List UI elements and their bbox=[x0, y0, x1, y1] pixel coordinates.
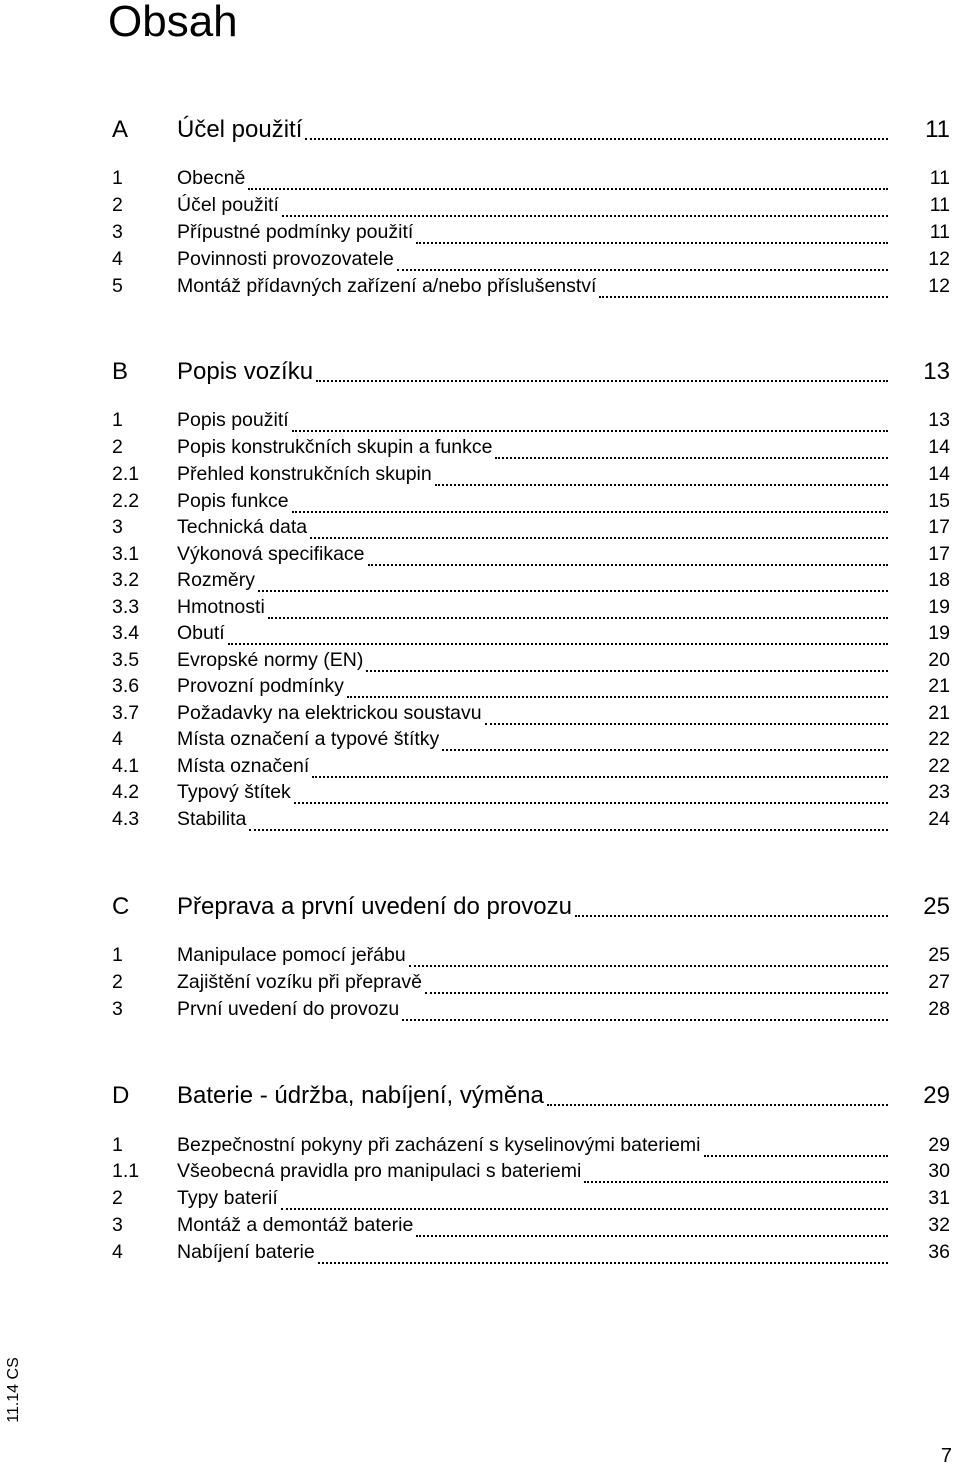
toc-entry-page-number: 28 bbox=[928, 998, 950, 1020]
toc-entry-number: 2.1 bbox=[112, 463, 140, 485]
toc-entry[interactable] bbox=[112, 622, 950, 652]
toc-entry[interactable] bbox=[112, 1187, 950, 1217]
toc-entry-number: D bbox=[112, 1082, 130, 1109]
toc-entry-number: 4.3 bbox=[112, 808, 140, 830]
toc-entry-page-number: 29 bbox=[928, 1134, 950, 1156]
toc-entry-title: Místa označení a typové štítky bbox=[177, 728, 440, 750]
toc-entry-title: Požadavky na elektrickou soustavu bbox=[177, 702, 482, 724]
toc-entry-page-number: 22 bbox=[928, 728, 950, 750]
toc-entry-page-number: 13 bbox=[928, 409, 950, 431]
toc-entry[interactable] bbox=[112, 248, 950, 278]
toc-entry[interactable] bbox=[112, 569, 950, 599]
toc-entry-page-number: 36 bbox=[928, 1241, 950, 1263]
toc-entry-page-number: 12 bbox=[928, 275, 950, 297]
toc-entry-page-number: 17 bbox=[928, 543, 950, 565]
toc-entry-title: Místa označení bbox=[177, 755, 310, 777]
toc-entry-page-number: 22 bbox=[928, 755, 950, 777]
toc-chapter-heading[interactable] bbox=[112, 1082, 950, 1112]
toc-entry-number: A bbox=[112, 116, 129, 143]
dot-leader bbox=[310, 516, 888, 546]
toc-entry-title: Přípustné podmínky použití bbox=[177, 221, 414, 243]
toc-entry-page-number: 11 bbox=[929, 221, 950, 243]
toc-entry-page-number: 30 bbox=[928, 1160, 950, 1182]
toc-entry-number: 1 bbox=[112, 167, 123, 189]
toc-entry-title: Přeprava a první uvedení do provozu bbox=[177, 893, 572, 920]
toc-entry[interactable] bbox=[112, 275, 950, 305]
toc-entry-title: První uvedení do provozu bbox=[177, 998, 400, 1020]
dot-leader bbox=[416, 221, 888, 251]
toc-entry-page-number: 19 bbox=[928, 596, 950, 618]
toc-entry[interactable] bbox=[112, 221, 950, 251]
toc-entry-page-number: 25 bbox=[923, 893, 950, 920]
toc-entry-title: Technická data bbox=[177, 516, 308, 538]
dot-leader bbox=[316, 358, 888, 388]
toc-chapter-heading[interactable] bbox=[112, 893, 950, 923]
toc-entry-number: 3.1 bbox=[112, 543, 140, 565]
dot-leader bbox=[318, 1241, 888, 1271]
toc-entry-title: Typy baterií bbox=[177, 1187, 278, 1209]
toc-entry-number: 4 bbox=[112, 1241, 123, 1263]
dot-leader bbox=[416, 1214, 888, 1244]
toc-entry-title: Provozní podmínky bbox=[177, 675, 344, 697]
toc-entry-number: 1.1 bbox=[112, 1160, 140, 1182]
toc-entry-title: Hmotnosti bbox=[177, 596, 265, 618]
toc-entry-page-number: 29 bbox=[923, 1082, 950, 1109]
toc-entry-page-number: 18 bbox=[928, 569, 950, 591]
toc-entry[interactable] bbox=[112, 436, 950, 466]
toc-entry-number: 2 bbox=[112, 194, 123, 216]
toc-entry-title: Evropské normy (EN) bbox=[177, 649, 364, 671]
toc-entry-number: 3.4 bbox=[112, 622, 140, 644]
toc-entry-title: Povinnosti provozovatele bbox=[177, 248, 394, 270]
dot-leader bbox=[347, 675, 888, 705]
toc-entry[interactable] bbox=[112, 167, 950, 197]
toc-entry[interactable] bbox=[112, 781, 950, 811]
toc-entry[interactable] bbox=[112, 808, 950, 838]
page-number: 7 bbox=[940, 1445, 952, 1467]
dot-leader bbox=[425, 971, 888, 1001]
document-version-code: 11.14 CS bbox=[5, 1357, 22, 1423]
toc-entry-page-number: 23 bbox=[928, 781, 950, 803]
toc-entry-page-number: 21 bbox=[928, 702, 950, 724]
toc-entry-number: 3 bbox=[112, 998, 123, 1020]
toc-entry[interactable] bbox=[112, 1160, 950, 1190]
toc-entry[interactable] bbox=[112, 1241, 950, 1271]
toc-entry-number: 3.2 bbox=[112, 569, 140, 591]
dot-leader bbox=[228, 622, 888, 652]
toc-entry[interactable] bbox=[112, 998, 950, 1028]
toc-entry-number: 3.7 bbox=[112, 702, 140, 724]
toc-entry-title: Popis funkce bbox=[177, 490, 289, 512]
toc-entry-title: Obecně bbox=[177, 167, 246, 189]
dot-leader bbox=[258, 569, 888, 599]
toc-entry-title: Účel použití bbox=[177, 194, 279, 216]
toc-entry-page-number: 11 bbox=[929, 167, 950, 189]
dot-leader bbox=[305, 116, 888, 146]
toc-entry[interactable] bbox=[112, 675, 950, 705]
toc-entry-number: 4.2 bbox=[112, 781, 140, 803]
toc-entry-title: Popis konstrukčních skupin a funkce bbox=[177, 436, 493, 458]
dot-leader bbox=[584, 1160, 888, 1190]
dot-leader bbox=[435, 463, 888, 493]
dot-leader bbox=[248, 167, 888, 197]
dot-leader bbox=[599, 275, 888, 305]
dot-leader bbox=[409, 944, 888, 974]
toc-entry-page-number: 20 bbox=[928, 649, 950, 671]
toc-entry-number: 2.2 bbox=[112, 490, 140, 512]
dot-leader bbox=[294, 781, 888, 811]
toc-entry-page-number: 14 bbox=[928, 463, 950, 485]
toc-entry-number: 2 bbox=[112, 971, 123, 993]
toc-entry-title: Bezpečnostní pokyny při zacházení s kyselinovými bateriemi bbox=[177, 1134, 701, 1156]
toc-chapter-heading[interactable] bbox=[112, 358, 950, 388]
dot-leader bbox=[547, 1082, 888, 1112]
toc-entry-title: Stabilita bbox=[177, 808, 247, 830]
toc-entry-page-number: 24 bbox=[928, 808, 950, 830]
toc-entry-number: 4 bbox=[112, 248, 123, 270]
toc-entry-page-number: 32 bbox=[928, 1214, 950, 1236]
toc-entry-page-number: 19 bbox=[928, 622, 950, 644]
dot-leader bbox=[442, 728, 888, 758]
toc-entry-title: Baterie - údržba, nabíjení, výměna bbox=[177, 1082, 544, 1109]
toc-entry[interactable] bbox=[112, 971, 950, 1001]
toc-entry-title: Všeobecná pravidla pro manipulaci s bateriemi bbox=[177, 1160, 582, 1182]
toc-entry[interactable] bbox=[112, 463, 950, 493]
toc-entry-number: B bbox=[112, 358, 129, 385]
toc-entry[interactable] bbox=[112, 728, 950, 758]
toc-entry[interactable] bbox=[112, 194, 950, 224]
toc-entry-number: C bbox=[112, 893, 130, 920]
dot-leader bbox=[397, 248, 888, 278]
dot-leader bbox=[402, 998, 888, 1028]
toc-entry-number: 3 bbox=[112, 221, 123, 243]
toc-entry-title: Typový štítek bbox=[177, 781, 291, 803]
toc-entry-title: Přehled konstrukčních skupin bbox=[177, 463, 432, 485]
toc-entry-page-number: 13 bbox=[923, 358, 950, 385]
toc-entry-number: 1 bbox=[112, 409, 123, 431]
toc-entry-number: 5 bbox=[112, 275, 123, 297]
toc-entry-number: 2 bbox=[112, 436, 123, 458]
page-title: Obsah bbox=[108, 0, 238, 46]
toc-entry-title: Nabíjení baterie bbox=[177, 1241, 315, 1263]
toc-entry-number: 3.5 bbox=[112, 649, 140, 671]
toc-entry-title: Montáž přídavných zařízení a/nebo příslušenství bbox=[177, 275, 597, 297]
toc-entry-page-number: 11 bbox=[925, 116, 950, 143]
toc-entry-number: 3.3 bbox=[112, 596, 140, 618]
toc-entry-page-number: 17 bbox=[928, 516, 950, 538]
toc-entry[interactable] bbox=[112, 516, 950, 546]
toc-entry-title: Obutí bbox=[177, 622, 225, 644]
toc-entry-number: 3 bbox=[112, 1214, 123, 1236]
toc-entry-page-number: 21 bbox=[928, 675, 950, 697]
toc-entry-title: Montáž a demontáž baterie bbox=[177, 1214, 414, 1236]
toc-entry-number: 3.6 bbox=[112, 675, 140, 697]
toc-entry-number: 4 bbox=[112, 728, 123, 750]
toc-entry-page-number: 31 bbox=[928, 1187, 950, 1209]
toc-entry-number: 1 bbox=[112, 1134, 123, 1156]
toc-entry-title: Popis vozíku bbox=[177, 358, 314, 385]
toc-entry[interactable] bbox=[112, 944, 950, 974]
toc-entry[interactable] bbox=[112, 1214, 950, 1244]
toc-entry-title: Výkonová specifikace bbox=[177, 543, 365, 565]
toc-entry-number: 2 bbox=[112, 1187, 123, 1209]
dot-leader bbox=[282, 194, 888, 224]
toc-entry-number: 3 bbox=[112, 516, 123, 538]
dot-leader bbox=[281, 1187, 888, 1217]
toc-entry-page-number: 11 bbox=[929, 194, 950, 216]
toc-entry-number: 4.1 bbox=[112, 755, 140, 777]
toc-entry-page-number: 12 bbox=[928, 248, 950, 270]
dot-leader bbox=[495, 436, 888, 466]
dot-leader bbox=[249, 808, 888, 838]
toc-entry-title: Zajištění vozíku při přepravě bbox=[177, 971, 422, 993]
toc-entry-title: Popis použití bbox=[177, 409, 289, 431]
toc-entry-number: 1 bbox=[112, 944, 123, 966]
dot-leader bbox=[575, 893, 888, 923]
toc-chapter-heading[interactable] bbox=[112, 116, 950, 146]
dot-leader bbox=[292, 409, 888, 439]
toc-entry-page-number: 15 bbox=[928, 490, 950, 512]
toc-entry-title: Rozměry bbox=[177, 569, 256, 591]
toc-entry-page-number: 27 bbox=[928, 971, 950, 993]
toc-entry-title: Manipulace pomocí jeřábu bbox=[177, 944, 406, 966]
toc-entry-page-number: 14 bbox=[928, 436, 950, 458]
toc-entry[interactable] bbox=[112, 409, 950, 439]
toc-entry-title: Účel použití bbox=[177, 116, 303, 143]
toc-entry-page-number: 25 bbox=[928, 944, 950, 966]
